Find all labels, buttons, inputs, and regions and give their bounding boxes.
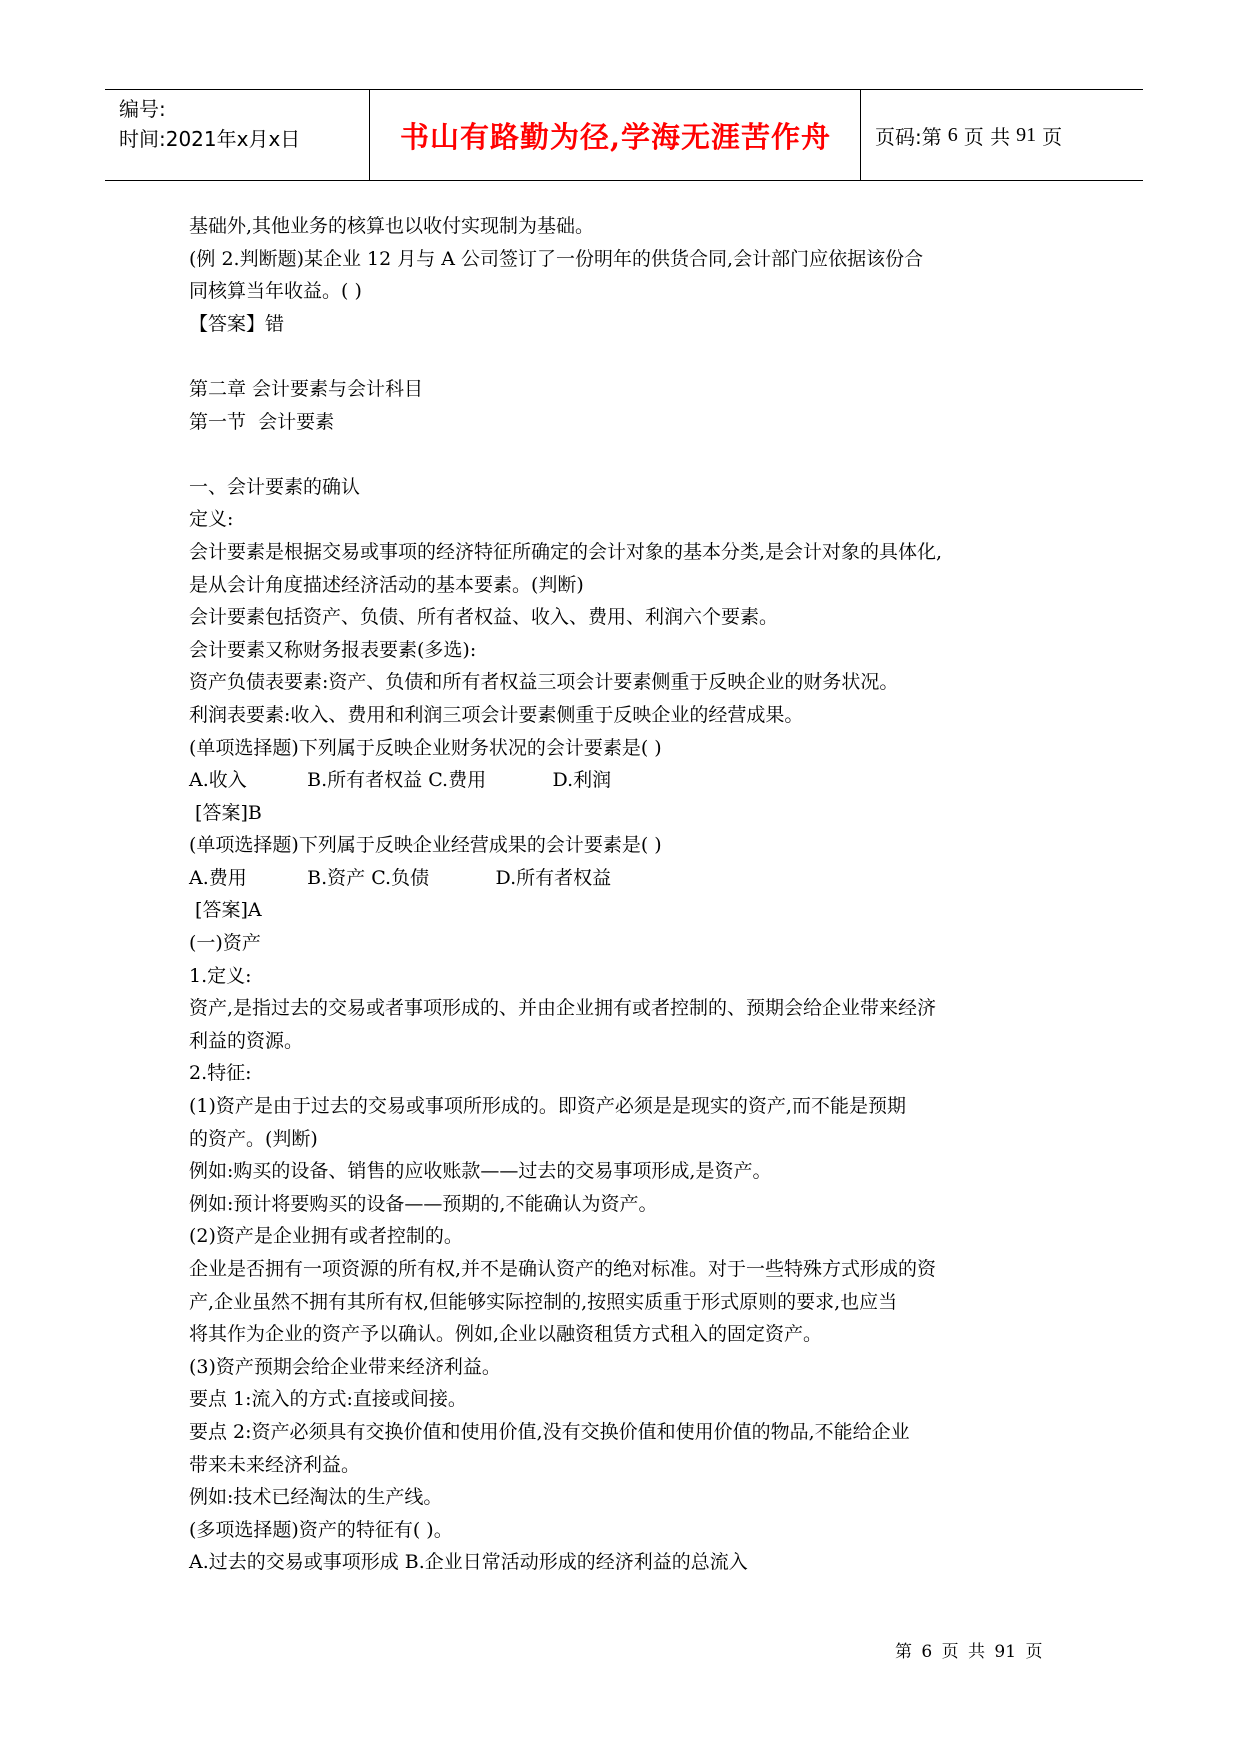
body-line: 会计要素又称财务报表要素(多选):: [189, 638, 477, 661]
page-footer: 第 6 页 共 91 页: [895, 1642, 1043, 1662]
body-line: 基础外,其他业务的核算也以收付实现制为基础。: [189, 215, 595, 237]
body-line: 例如:预计将要购买的设备——预期的,不能确认为资产。: [189, 1192, 658, 1215]
body-line: 是从会计角度描述经济活动的基本要素。(判断): [189, 573, 584, 596]
body-line: 1.定义:: [189, 964, 252, 987]
document-body: [189, 210, 1059, 1579]
body-line: 的资产。(判断): [189, 1127, 318, 1150]
body-line: 第一节 会计要素: [189, 410, 335, 433]
body-line: (一)资产: [189, 932, 261, 955]
document-number-label: 编号:: [119, 97, 166, 121]
body-line: 利益的资源。: [189, 1029, 304, 1052]
body-line: 带来未来经济利益。: [189, 1453, 361, 1476]
body-line: 会计要素是根据交易或事项的经济特征所确定的会计对象的基本分类,是会计对象的具体化,: [189, 540, 943, 563]
blank-line: [189, 438, 1059, 471]
body-line: 例如:技术已经淘汰的生产线。: [189, 1486, 443, 1509]
body-line: 第二章 会计要素与会计科目: [189, 377, 424, 400]
body-line: 定义:: [189, 508, 234, 531]
body-line: A.过去的交易或事项形成 B.企业日常活动形成的经济利益的总流入: [189, 1551, 748, 1574]
body-line: 【答案】错: [189, 312, 285, 335]
body-line: (单项选择题)下列属于反映企业财务状况的会计要素是( ): [189, 736, 662, 759]
body-line: (2)资产是企业拥有或者控制的。: [189, 1225, 463, 1248]
body-line: 例如:购买的设备、销售的应收账款——过去的交易事项形成,是资产。: [189, 1160, 772, 1183]
header-meta: [119, 94, 300, 154]
blank-line: [189, 340, 1059, 373]
body-line: 资产负债表要素:资产、负债和所有者权益三项会计要素侧重于反映企业的财务状况。: [189, 671, 899, 694]
body-line: 要点 2:资产必须具有交换价值和使用价值,没有交换价值和使用价值的物品,不能给企业: [189, 1420, 910, 1443]
body-line: 要点 1:流入的方式:直接或间接。: [189, 1388, 467, 1411]
body-line: 企业是否拥有一项资源的所有权,并不是确认资产的绝对标准。对于一些特殊方式形成的资: [189, 1258, 937, 1280]
body-line: [答案]A: [189, 899, 262, 922]
body-line: 产,企业虽然不拥有其所有权,但能够实际控制的,按照实质重于形式原则的要求,也应当: [189, 1290, 898, 1313]
document-time-label: 时间:2021年x月x日: [119, 127, 301, 151]
page-prefix: 页码:第: [875, 124, 942, 149]
body-line: 资产,是指过去的交易或者事项形成的、并由企业拥有或者控制的、预期会给企业带来经济: [189, 997, 937, 1020]
body-line: (多项选择题)资产的特征有( )。: [189, 1518, 453, 1541]
page-total: 91: [1016, 123, 1037, 146]
body-line: 将其作为企业的资产予以确认。例如,企业以融资租赁方式租入的固定资产。: [189, 1323, 823, 1346]
header-page-indicator: [875, 90, 1062, 180]
body-line: (1)资产是由于过去的交易或事项所形成的。即资产必须是是现实的资产,而不能是预期: [189, 1095, 906, 1118]
body-line: [答案]B: [189, 801, 262, 824]
body-line: 同核算当年收益。( ): [189, 280, 362, 303]
body-line: 一、会计要素的确认: [189, 475, 361, 498]
body-line: 会计要素包括资产、负债、所有者权益、收入、费用、利润六个要素。: [189, 606, 779, 629]
body-line: A.费用 B.资产 C.负债 D.所有者权益: [189, 866, 612, 889]
header-motto: 书山有路勤为径,学海无涯苦作舟: [399, 119, 832, 154]
page-current: 6: [947, 123, 958, 146]
header-divider-left: [369, 90, 370, 180]
body-line: (单项选择题)下列属于反映企业经营成果的会计要素是( ): [189, 834, 662, 857]
body-line: (3)资产预期会给企业带来经济利益。: [189, 1355, 501, 1378]
body-line: 利润表要素:收入、费用和利润三项会计要素侧重于反映企业的经营成果。: [189, 703, 804, 726]
page-middle: 页 共: [963, 124, 1011, 149]
body-line: 2.特征:: [189, 1062, 252, 1085]
page-suffix: 页: [1042, 124, 1063, 149]
body-line: (例 2.判断题)某企业 12 月与 A 公司签订了一份明年的供货合同,会计部门应依据该份合: [189, 247, 924, 270]
page-header: [105, 89, 1143, 181]
header-divider-right: [860, 90, 861, 180]
body-line: A.收入 B.所有者权益 C.费用 D.利润: [189, 769, 612, 792]
